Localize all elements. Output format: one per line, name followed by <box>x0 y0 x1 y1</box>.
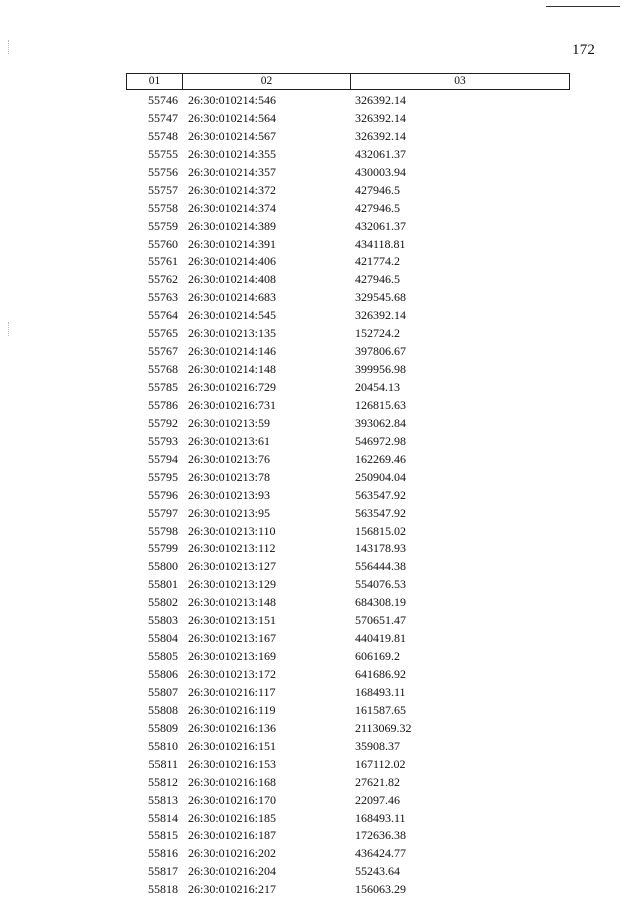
table-row <box>126 469 570 487</box>
table-row <box>126 612 570 630</box>
table-cell-02: 26:30:010216:117 <box>188 684 276 699</box>
table-cell-02: 26:30:010213:148 <box>188 595 277 610</box>
table-row <box>126 128 570 146</box>
table-cell-02: 26:30:010214:391 <box>188 236 277 251</box>
table-cell-02: 26:30:010214:683 <box>188 290 277 305</box>
table-cell-02: 26:30:010216:202 <box>188 846 277 861</box>
table-cell-03: 168493.11 <box>355 810 406 825</box>
table-row <box>126 738 570 756</box>
table-row <box>126 433 570 451</box>
table-cell-01: 55762 <box>148 272 178 287</box>
table-cell-02: 26:30:010214:545 <box>188 308 277 323</box>
table-cell-01: 55810 <box>148 738 178 753</box>
table-cell-03: 563547.92 <box>355 505 406 520</box>
table-cell-02: 26:30:010214:355 <box>188 146 277 161</box>
table-cell-01: 55767 <box>148 344 178 359</box>
table-row <box>126 720 570 738</box>
table-cell-03: 161587.65 <box>355 702 406 717</box>
table-cell-01: 55809 <box>148 720 178 735</box>
table-cell-01: 55816 <box>148 846 178 861</box>
table-cell-03: 641686.92 <box>355 667 406 681</box>
table-row <box>126 397 570 415</box>
table-cell-01: 55811 <box>148 756 178 771</box>
table-row <box>126 881 570 899</box>
table-cell-03: 156815.02 <box>355 523 406 538</box>
table-row <box>126 92 570 110</box>
table-cell-02: 26:30:010216:168 <box>188 774 277 789</box>
table-cell-01: 55817 <box>148 864 178 879</box>
table-cell-03: 27621.82 <box>355 774 400 789</box>
table-cell-03: 156063.29 <box>355 882 406 897</box>
table-cell-01: 55763 <box>148 290 178 305</box>
table-row <box>126 540 570 558</box>
table-cell-03: 440419.81 <box>355 631 406 646</box>
table-cell-01: 55813 <box>148 792 178 807</box>
table-row <box>126 558 570 576</box>
table-cell-01: 55794 <box>148 451 178 466</box>
table-cell-03: 606169.2 <box>355 649 400 664</box>
data-table <box>126 73 570 899</box>
table-cell-02: 26:30:010214:546 <box>188 93 277 107</box>
table-cell-02: 26:30:010213:127 <box>188 559 277 574</box>
table-row <box>126 218 570 236</box>
table-cell-02: 26:30:010213:169 <box>188 649 277 664</box>
table-row <box>126 361 570 379</box>
table-cell-02: 26:30:010216:731 <box>188 397 277 412</box>
table-cell-03: 172636.38 <box>355 828 406 843</box>
margin-mark <box>8 40 11 54</box>
table-cell-03: 167112.02 <box>355 756 406 771</box>
table-cell-03: 20454.13 <box>355 380 400 394</box>
table-cell-01: 55785 <box>148 380 178 394</box>
table-row <box>126 845 570 863</box>
page-number: 172 <box>572 42 596 58</box>
table-row <box>126 146 570 164</box>
table-cell-03: 393062.84 <box>355 415 406 430</box>
table-cell-01: 55758 <box>148 200 178 215</box>
table-row <box>126 774 570 792</box>
table-row <box>126 576 570 594</box>
table-cell-02: 26:30:010213:93 <box>188 487 271 502</box>
table-cell-01: 55793 <box>148 433 178 448</box>
table-cell-01: 55807 <box>148 684 178 699</box>
column-header-01: 01 <box>127 74 183 89</box>
table-body <box>126 92 570 899</box>
table-cell-03: 126815.63 <box>355 397 406 412</box>
table-header <box>126 73 570 90</box>
table-cell-01: 55792 <box>148 415 178 430</box>
table-cell-01: 55761 <box>148 254 178 269</box>
table-cell-01: 55760 <box>148 236 178 251</box>
table-row <box>126 236 570 254</box>
table-cell-01: 55795 <box>148 469 178 484</box>
table-row <box>126 289 570 307</box>
table-row <box>126 684 570 702</box>
table-cell-02: 26:30:010216:119 <box>188 702 276 717</box>
table-cell-03: 430003.94 <box>355 164 406 179</box>
table-cell-02: 26:30:010214:389 <box>188 218 277 233</box>
table-row <box>126 451 570 469</box>
table-row <box>126 307 570 325</box>
table-cell-02: 26:30:010213:167 <box>188 631 277 646</box>
table-cell-03: 436424.77 <box>355 846 406 861</box>
table-cell-03: 326392.14 <box>355 93 406 107</box>
table-row <box>126 164 570 182</box>
table-cell-03: 432061.37 <box>355 218 406 233</box>
table-cell-03: 421774.2 <box>355 254 400 269</box>
table-cell-03: 427946.5 <box>355 200 400 215</box>
table-cell-01: 55756 <box>148 164 178 179</box>
table-row <box>126 827 570 845</box>
table-cell-02: 26:30:010213:95 <box>188 505 271 520</box>
table-cell-02: 26:30:010214:148 <box>188 362 277 377</box>
table-cell-02: 26:30:010213:172 <box>188 667 277 681</box>
table-cell-01: 55797 <box>148 505 178 520</box>
table-cell-02: 26:30:010213:112 <box>188 541 276 556</box>
table-row <box>126 271 570 289</box>
table-cell-02: 26:30:010213:135 <box>188 326 277 341</box>
table-row <box>126 863 570 881</box>
table-row <box>126 666 570 684</box>
table-row <box>126 648 570 666</box>
table-cell-03: 143178.93 <box>355 541 406 556</box>
table-cell-01: 55818 <box>148 882 178 897</box>
table-cell-03: 326392.14 <box>355 110 406 125</box>
table-cell-01: 55764 <box>148 308 178 323</box>
table-cell-01: 55765 <box>148 326 178 341</box>
table-row <box>126 110 570 128</box>
table-row <box>126 487 570 505</box>
table-cell-01: 55798 <box>148 523 178 538</box>
table-row <box>126 343 570 361</box>
table-cell-01: 55786 <box>148 397 178 412</box>
table-cell-03: 556444.38 <box>355 559 406 574</box>
table-cell-01: 55757 <box>148 182 178 197</box>
table-cell-03: 554076.53 <box>355 577 406 592</box>
table-cell-03: 250904.04 <box>355 469 406 484</box>
table-cell-01: 55808 <box>148 702 178 717</box>
table-row <box>126 325 570 343</box>
table-cell-02: 26:30:010216:170 <box>188 792 277 807</box>
table-cell-01: 55801 <box>148 577 178 592</box>
table-row <box>126 253 570 271</box>
table-cell-01: 55800 <box>148 559 178 574</box>
table-cell-02: 26:30:010214:357 <box>188 164 277 179</box>
table-cell-02: 26:30:010216:153 <box>188 756 277 771</box>
table-cell-03: 162269.46 <box>355 451 406 466</box>
table-cell-01: 55796 <box>148 487 178 502</box>
table-cell-01: 55805 <box>148 649 178 664</box>
table-cell-03: 399956.98 <box>355 362 406 377</box>
table-cell-03: 55243.64 <box>355 864 400 879</box>
table-cell-02: 26:30:010213:61 <box>188 433 271 448</box>
table-cell-02: 26:30:010216:151 <box>188 738 277 753</box>
table-row <box>126 810 570 828</box>
table-cell-03: 684308.19 <box>355 595 406 610</box>
table-cell-01: 55748 <box>148 128 178 143</box>
table-cell-03: 563547.92 <box>355 487 406 502</box>
margin-mark <box>8 322 11 336</box>
table-cell-01: 55759 <box>148 218 178 233</box>
table-cell-02: 26:30:010213:76 <box>188 451 271 466</box>
table-row <box>126 792 570 810</box>
table-cell-02: 26:30:010214:372 <box>188 182 277 197</box>
table-cell-01: 55802 <box>148 595 178 610</box>
table-cell-02: 26:30:010216:217 <box>188 882 277 897</box>
table-row <box>126 200 570 218</box>
table-cell-03: 427946.5 <box>355 182 400 197</box>
table-row <box>126 379 570 397</box>
table-cell-02: 26:30:010214:374 <box>188 200 277 215</box>
table-cell-03: 427946.5 <box>355 272 400 287</box>
table-cell-03: 434118.81 <box>355 236 406 251</box>
table-cell-02: 26:30:010213:110 <box>188 523 276 538</box>
table-cell-01: 55812 <box>148 774 178 789</box>
table-cell-02: 26:30:010214:564 <box>188 110 277 125</box>
table-cell-01: 55815 <box>148 828 178 843</box>
table-cell-03: 326392.14 <box>355 128 406 143</box>
table-cell-02: 26:30:010216:204 <box>188 864 277 879</box>
table-cell-02: 26:30:010214:408 <box>188 272 277 287</box>
table-cell-02: 26:30:010216:185 <box>188 810 277 825</box>
table-cell-03: 397806.67 <box>355 344 406 359</box>
table-row <box>126 523 570 541</box>
table-cell-03: 168493.11 <box>355 684 406 699</box>
table-cell-02: 26:30:010213:129 <box>188 577 277 592</box>
table-cell-02: 26:30:010214:406 <box>188 254 277 269</box>
table-row <box>126 505 570 523</box>
table-cell-03: 329545.68 <box>355 290 406 305</box>
table-row <box>126 415 570 433</box>
table-row <box>126 702 570 720</box>
table-cell-03: 432061.37 <box>355 146 406 161</box>
table-cell-03: 570651.47 <box>355 613 406 628</box>
table-cell-01: 55814 <box>148 810 178 825</box>
table-cell-01: 55755 <box>148 146 178 161</box>
table-cell-02: 26:30:010216:136 <box>188 720 277 735</box>
table-cell-03: 2113069.32 <box>355 720 412 735</box>
table-cell-03: 22097.46 <box>355 792 400 807</box>
table-cell-01: 55746 <box>148 93 178 107</box>
table-cell-03: 35908.37 <box>355 738 400 753</box>
top-rule <box>546 6 620 7</box>
table-cell-03: 152724.2 <box>355 326 400 341</box>
table-cell-01: 55768 <box>148 362 178 377</box>
table-cell-02: 26:30:010216:187 <box>188 828 277 843</box>
column-header-03: 03 <box>454 75 466 87</box>
table-row <box>126 756 570 774</box>
table-cell-03: 546972.98 <box>355 433 406 448</box>
table-cell-01: 55804 <box>148 631 178 646</box>
table-cell-02: 26:30:010216:729 <box>188 380 277 394</box>
table-cell-02: 26:30:010214:567 <box>188 128 277 143</box>
table-cell-02: 26:30:010213:151 <box>188 613 277 628</box>
table-row <box>126 182 570 200</box>
table-cell-01: 55747 <box>148 110 178 125</box>
table-cell-02: 26:30:010213:59 <box>188 415 271 430</box>
table-cell-03: 326392.14 <box>355 308 406 323</box>
table-cell-02: 26:30:010214:146 <box>188 344 277 359</box>
table-row <box>126 594 570 612</box>
table-cell-02: 26:30:010213:78 <box>188 469 271 484</box>
table-cell-01: 55806 <box>148 667 178 681</box>
column-header-02: 02 <box>183 74 351 89</box>
table-cell-01: 55803 <box>148 613 178 628</box>
table-row <box>126 630 570 648</box>
table-cell-01: 55799 <box>148 541 178 556</box>
